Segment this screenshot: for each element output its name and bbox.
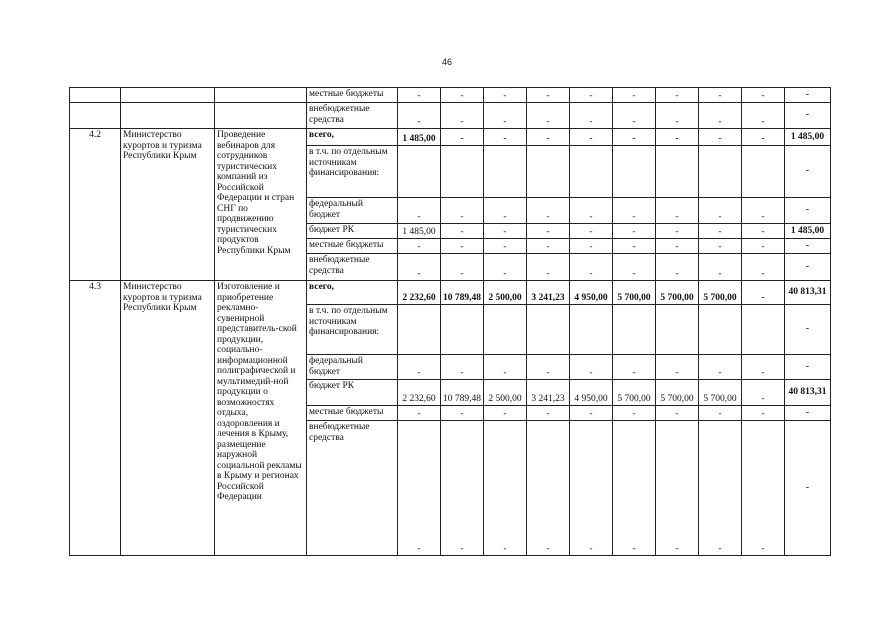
funding-source-label: внебюджетные средства bbox=[307, 421, 398, 556]
table-row bbox=[70, 129, 831, 146]
year-value-cell: 2 232,60 bbox=[398, 380, 441, 406]
year-value-cell: 5 700,00 bbox=[613, 281, 656, 305]
year-value-cell: - bbox=[441, 224, 484, 239]
year-value-cell: - bbox=[527, 198, 570, 224]
year-value-cell: - bbox=[484, 129, 527, 146]
year-value-cell: - bbox=[398, 254, 441, 281]
year-value-cell bbox=[441, 146, 484, 198]
year-value-cell bbox=[484, 146, 527, 198]
year-value-cell: - bbox=[527, 88, 570, 103]
year-value-cell: 10 789,48 bbox=[441, 281, 484, 305]
year-value-cell: - bbox=[699, 355, 742, 380]
year-value-cell: - bbox=[613, 406, 656, 421]
year-value-cell: - bbox=[699, 406, 742, 421]
year-value-cell: - bbox=[699, 103, 742, 129]
activity-description: Проведение вебинаров для сотрудников туристических компаний из Российской Федерации и стран СНГ по продвижению туристических продуктов Республики Крым bbox=[215, 129, 307, 281]
year-value-cell: - bbox=[742, 421, 785, 556]
year-value-cell: - bbox=[484, 103, 527, 129]
funding-table bbox=[69, 87, 831, 556]
year-value-cell bbox=[441, 305, 484, 355]
year-value-cell: - bbox=[570, 88, 613, 103]
year-value-cell: - bbox=[484, 355, 527, 380]
year-value-cell bbox=[527, 146, 570, 198]
funding-source-label: федеральный бюджет bbox=[307, 355, 398, 380]
year-value-cell: - bbox=[613, 88, 656, 103]
year-value-cell: - bbox=[656, 406, 699, 421]
year-value-cell: - bbox=[656, 355, 699, 380]
funding-source-label: федеральный бюджет bbox=[307, 198, 398, 224]
year-value-cell bbox=[570, 146, 613, 198]
year-value-cell: - bbox=[656, 88, 699, 103]
year-value-cell bbox=[613, 305, 656, 355]
funding-source-label: бюджет РК bbox=[307, 380, 398, 406]
total-value-cell: 1 485,00 bbox=[785, 224, 831, 239]
year-value-cell: 5 700,00 bbox=[699, 380, 742, 406]
year-value-cell: - bbox=[656, 103, 699, 129]
year-value-cell: - bbox=[742, 129, 785, 146]
executor-cell bbox=[121, 88, 215, 103]
year-value-cell: - bbox=[570, 355, 613, 380]
year-value-cell: - bbox=[484, 254, 527, 281]
year-value-cell: - bbox=[441, 198, 484, 224]
year-value-cell: 4 950,00 bbox=[570, 281, 613, 305]
year-value-cell: - bbox=[656, 198, 699, 224]
year-value-cell bbox=[398, 305, 441, 355]
year-value-cell: 10 789,48 bbox=[441, 380, 484, 406]
year-value-cell: - bbox=[441, 103, 484, 129]
year-value-cell: - bbox=[570, 421, 613, 556]
funding-source-label: внебюджетные средства bbox=[307, 254, 398, 281]
year-value-cell: 5 700,00 bbox=[613, 380, 656, 406]
funding-source-label: в т.ч. по отдельным источникам финансирования: bbox=[307, 305, 398, 355]
total-value-cell: 40 813,31 bbox=[785, 380, 831, 406]
year-value-cell: - bbox=[570, 239, 613, 254]
executor-name: Министерство курортов и туризма Республики Крым bbox=[121, 281, 215, 556]
year-value-cell: - bbox=[742, 406, 785, 421]
year-value-cell: - bbox=[441, 406, 484, 421]
year-value-cell bbox=[527, 305, 570, 355]
table-row bbox=[70, 103, 831, 129]
year-value-cell: - bbox=[699, 224, 742, 239]
year-value-cell: 5 700,00 bbox=[656, 380, 699, 406]
year-value-cell: - bbox=[699, 129, 742, 146]
funding-source-label: в т.ч. по отдельным источникам финансирования: bbox=[307, 146, 398, 198]
code-cell bbox=[70, 88, 121, 103]
year-value-cell: - bbox=[656, 239, 699, 254]
year-value-cell: - bbox=[484, 224, 527, 239]
total-value-cell: - bbox=[785, 406, 831, 421]
year-value-cell: 2 232,60 bbox=[398, 281, 441, 305]
activity-cell bbox=[215, 88, 307, 103]
year-value-cell: - bbox=[484, 406, 527, 421]
total-value-cell: - bbox=[785, 254, 831, 281]
year-value-cell: - bbox=[484, 88, 527, 103]
total-value-cell: - bbox=[785, 88, 831, 103]
year-value-cell: - bbox=[570, 198, 613, 224]
year-value-cell: - bbox=[570, 254, 613, 281]
funding-source-label: местные бюджеты bbox=[307, 239, 398, 254]
year-value-cell: 1 485,00 bbox=[398, 129, 441, 146]
year-value-cell: - bbox=[398, 103, 441, 129]
table-row bbox=[70, 281, 831, 305]
year-value-cell: - bbox=[527, 254, 570, 281]
year-value-cell: - bbox=[699, 88, 742, 103]
year-value-cell: - bbox=[398, 355, 441, 380]
funding-source-label: всего, bbox=[307, 129, 398, 146]
total-value-cell: - bbox=[785, 239, 831, 254]
year-value-cell bbox=[484, 305, 527, 355]
total-value-cell: - bbox=[785, 103, 831, 129]
year-value-cell: - bbox=[570, 224, 613, 239]
year-value-cell bbox=[699, 305, 742, 355]
year-value-cell: - bbox=[613, 129, 656, 146]
table-row bbox=[70, 88, 831, 103]
activity-description: Изготовление и приобретение рекламно-сувенирной представитель-ской продукции, социально-информационной полиграфической и мультимедий-ной продукции о возможностях отдыха, оздоровления и лечения в Крыму, размещение наружной социальной рекламы в Крыму и регионах Российской Федерации bbox=[215, 281, 307, 556]
year-value-cell: - bbox=[656, 224, 699, 239]
year-value-cell: - bbox=[613, 103, 656, 129]
year-value-cell: - bbox=[742, 103, 785, 129]
year-value-cell: - bbox=[527, 406, 570, 421]
year-value-cell: - bbox=[441, 355, 484, 380]
year-value-cell bbox=[742, 305, 785, 355]
item-code: 4.2 bbox=[70, 129, 121, 281]
year-value-cell: - bbox=[441, 421, 484, 556]
year-value-cell: - bbox=[441, 129, 484, 146]
year-value-cell: 2 500,00 bbox=[484, 281, 527, 305]
year-value-cell: - bbox=[742, 254, 785, 281]
year-value-cell: - bbox=[441, 88, 484, 103]
total-value-cell: 1 485,00 bbox=[785, 129, 831, 146]
year-value-cell: - bbox=[742, 281, 785, 305]
year-value-cell: - bbox=[613, 421, 656, 556]
year-value-cell: - bbox=[699, 239, 742, 254]
year-value-cell: - bbox=[398, 239, 441, 254]
total-value-cell: - bbox=[785, 355, 831, 380]
year-value-cell: 3 241,23 bbox=[527, 380, 570, 406]
year-value-cell bbox=[699, 146, 742, 198]
page-number: 46 bbox=[441, 57, 452, 67]
year-value-cell: - bbox=[398, 198, 441, 224]
year-value-cell bbox=[398, 146, 441, 198]
year-value-cell: - bbox=[742, 239, 785, 254]
year-value-cell: - bbox=[527, 129, 570, 146]
year-value-cell: - bbox=[527, 355, 570, 380]
year-value-cell: - bbox=[441, 254, 484, 281]
year-value-cell: 2 500,00 bbox=[484, 380, 527, 406]
year-value-cell: - bbox=[570, 406, 613, 421]
year-value-cell: - bbox=[398, 421, 441, 556]
year-value-cell: 4 950,00 bbox=[570, 380, 613, 406]
year-value-cell: - bbox=[398, 88, 441, 103]
funding-source-label: местные бюджеты bbox=[307, 406, 398, 421]
year-value-cell: - bbox=[699, 198, 742, 224]
total-value-cell: 40 813,31 bbox=[785, 281, 831, 305]
total-value-cell: - bbox=[785, 146, 831, 198]
year-value-cell: - bbox=[398, 406, 441, 421]
year-value-cell: - bbox=[527, 103, 570, 129]
year-value-cell bbox=[570, 305, 613, 355]
year-value-cell: - bbox=[613, 254, 656, 281]
year-value-cell: 5 700,00 bbox=[699, 281, 742, 305]
year-value-cell: - bbox=[484, 239, 527, 254]
year-value-cell: - bbox=[613, 198, 656, 224]
executor-name: Министерство курортов и туризма Республики Крым bbox=[121, 129, 215, 281]
year-value-cell: - bbox=[484, 198, 527, 224]
year-value-cell bbox=[742, 146, 785, 198]
year-value-cell: - bbox=[742, 380, 785, 406]
funding-source-label: всего, bbox=[307, 281, 398, 305]
code-cell bbox=[70, 103, 121, 129]
total-value-cell: - bbox=[785, 198, 831, 224]
table-body bbox=[70, 88, 831, 556]
year-value-cell: - bbox=[570, 103, 613, 129]
year-value-cell: - bbox=[613, 224, 656, 239]
year-value-cell: - bbox=[656, 421, 699, 556]
year-value-cell: - bbox=[742, 88, 785, 103]
executor-cell bbox=[121, 103, 215, 129]
funding-source-label: бюджет РК bbox=[307, 224, 398, 239]
year-value-cell bbox=[656, 146, 699, 198]
funding-source-label: внебюджетные средства bbox=[307, 103, 398, 129]
year-value-cell: - bbox=[742, 355, 785, 380]
year-value-cell: 1 485,00 bbox=[398, 224, 441, 239]
year-value-cell: - bbox=[527, 421, 570, 556]
year-value-cell: - bbox=[699, 421, 742, 556]
year-value-cell: - bbox=[527, 239, 570, 254]
activity-cell bbox=[215, 103, 307, 129]
total-value-cell: - bbox=[785, 421, 831, 556]
year-value-cell: - bbox=[742, 198, 785, 224]
year-value-cell bbox=[613, 146, 656, 198]
funding-source-label: местные бюджеты bbox=[307, 88, 398, 103]
year-value-cell: - bbox=[613, 239, 656, 254]
year-value-cell: - bbox=[570, 129, 613, 146]
year-value-cell: - bbox=[656, 254, 699, 281]
total-value-cell: - bbox=[785, 305, 831, 355]
item-code: 4.3 bbox=[70, 281, 121, 556]
year-value-cell: - bbox=[484, 421, 527, 556]
year-value-cell: - bbox=[527, 224, 570, 239]
year-value-cell: - bbox=[742, 224, 785, 239]
year-value-cell: - bbox=[699, 254, 742, 281]
year-value-cell: 5 700,00 bbox=[656, 281, 699, 305]
year-value-cell: - bbox=[656, 129, 699, 146]
year-value-cell bbox=[656, 305, 699, 355]
year-value-cell: 3 241,23 bbox=[527, 281, 570, 305]
year-value-cell: - bbox=[613, 355, 656, 380]
year-value-cell: - bbox=[441, 239, 484, 254]
